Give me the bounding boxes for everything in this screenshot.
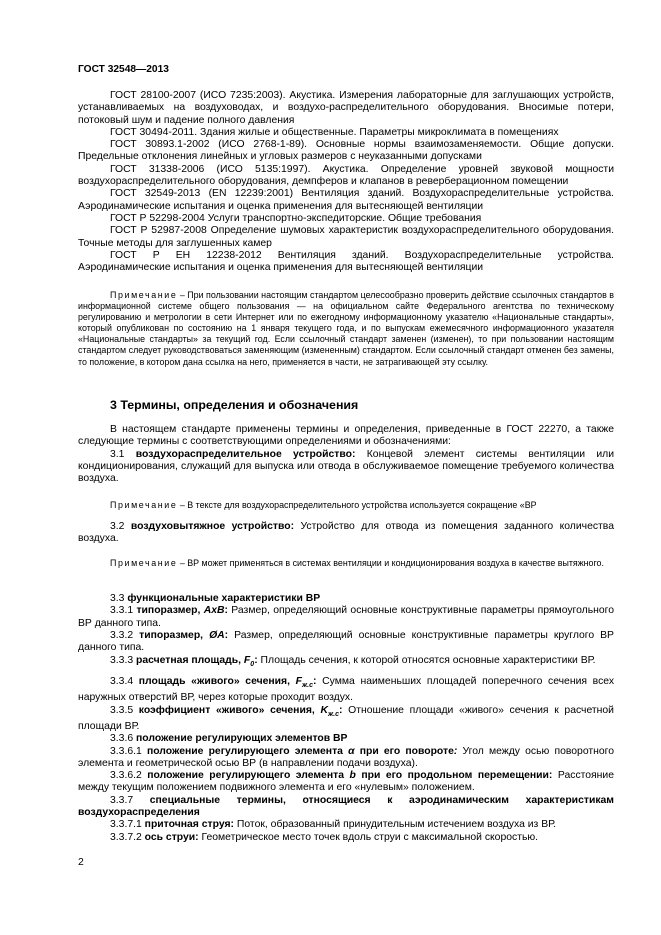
term-symbol: F bbox=[243, 655, 251, 667]
term-symbol: α bbox=[348, 745, 355, 757]
term-3-1: 3.1 воздухораспределительное устройство: Концевой элемент системы вентиляции или кондиционирования, служащий для выпуска или отвода в обслуживаемое помещение требуемого количества воздуха. bbox=[78, 448, 615, 485]
note-text: – В тексте для воздухораспределительного устройства используется сокращение «ВР bbox=[177, 500, 537, 510]
note-references bbox=[78, 290, 614, 368]
page-number: 2 bbox=[78, 857, 84, 868]
term-name: специальные термины, относящиеся к аэродинамическим характеристикам воздухораспределения bbox=[78, 794, 614, 818]
reference-item: ГОСТ 30494-2011. Здания жилые и общественные. Параметры микроклимата в помещениях bbox=[110, 126, 559, 138]
section-intro bbox=[78, 424, 614, 485]
note-text: – ВР может применяться в системах вентиляции и кондиционирования воздуха в качестве вытяжного. bbox=[177, 558, 604, 568]
term-symbol: K bbox=[320, 704, 328, 716]
term-3-3-6-2: 3.3.6.2 положение регулирующего элемента b при его продольном перемещении: Расстояние между текущим положением подвижного элемента и его «нулевым» положением. bbox=[78, 770, 615, 794]
term-name: ось струи: bbox=[144, 831, 199, 843]
term-name: воздуховытяжное устройство: bbox=[130, 521, 295, 532]
term-3-3-3: 3.3.3 расчетная площадь, $F_0$: Площадь сечения, к которой относятся основные характеристики ВР. bbox=[110, 655, 596, 669]
term-symbol: b bbox=[349, 770, 356, 782]
reference-item: ГОСТ 32549-2013 (EN 12239:2001) Вентиляция зданий. Воздухораспределительные устройства. Аэродинамические испытания и оценка применения для вытесняющей вентиляции bbox=[78, 188, 614, 212]
term-3-3-1: 3.3.1 типоразмер, AxB: Размер, определяющий основные конструктивные параметры прямоугольного ВР данного типа. bbox=[78, 605, 614, 629]
section-heading bbox=[78, 398, 614, 413]
term-definition: Концевой элемент системы вентиляции или кондиционирования, служащий для выпуска или отвода в обслуживаемое помещение требуемого количества воздуха. bbox=[78, 448, 615, 485]
term-definition: Устройство для отвода из помещения заданного количества воздуха. bbox=[78, 521, 614, 545]
term-name: функциональные характеристики ВР bbox=[127, 593, 321, 604]
note-label: Примечание bbox=[110, 500, 178, 510]
intro-paragraph: В настоящем стандарте применены термины и определения, приведенные в ГОСТ 22270, а также следующие термины с соответствующими определениями и обозначениями: bbox=[78, 424, 614, 448]
term-name: воздухораспределительное устройство: bbox=[135, 448, 356, 460]
term-3-3: 3.3 функциональные характеристики ВР bbox=[110, 593, 321, 604]
reference-item: ГОСТ 30893.1-2002 (ИСО 2768-1-89). Основные нормы взаимозаменяемости. Общие допуски. Предельные отклонения линейных и угловых размеров с неуказанными допусками bbox=[78, 139, 614, 163]
note-label: Примечание bbox=[110, 558, 178, 568]
note-exhaust bbox=[78, 558, 614, 569]
term-3-3-7-2: 3.3.7.2 ось струи: Геометрическое место точек вдоль струи с максимальной скоростью. bbox=[110, 831, 539, 843]
reference-item: ГОСТ Р 52987-2008 Определение шумовых характеристик воздухораспределительного оборудования. Точные методы для заглушенных камер bbox=[78, 225, 614, 249]
term-3-2: 3.2 воздуховытяжное устройство: Устройство для отвода из помещения заданного количества воздуха. bbox=[78, 521, 614, 545]
term-symbol: AxB bbox=[203, 605, 225, 617]
term-name: приточная струя: bbox=[144, 819, 235, 831]
reference-item: ГОСТ 28100-2007 (ИСО 7235:2003). Акустика. Измерения лабораторные для заглушающих устройств, устанавливаемых на воздуховодах, и воздухо-распределительного оборудования. Вносимые потери, потоковый шум и падение полного давления bbox=[78, 90, 614, 126]
term-3-3-6: 3.3.6 положение регулирующих элементов ВР bbox=[110, 733, 348, 745]
section-title: 3 Термины, определения и обозначения bbox=[110, 398, 359, 412]
reference-item: ГОСТ Р 52298-2004 Услуги транспортно-экспедиторские. Общие требования bbox=[110, 212, 482, 224]
term-3-3-4: 3.3.4 площадь «живого» сечения, $F_{ж.с}$: Сумма наименьших площадей поперечного сечения всех наружных отверстий ВР, через которые проходит воздух. bbox=[78, 675, 615, 704]
term-3-3-7-1: 3.3.7.1 приточная струя: Поток, образованный принудительным истечением воздуха из ВР. bbox=[110, 819, 556, 831]
term-symbol: F bbox=[295, 675, 303, 687]
note-abbreviation bbox=[78, 500, 614, 511]
term-3-2-block bbox=[78, 521, 614, 546]
reference-item: ГОСТ Р ЕН 12238-2012 Вентиляция зданий. Воздухораспределительные устройства. Аэродинамические испытания и оценка применения для вытесняющей вентиляции bbox=[78, 249, 614, 274]
note-label: Примечание bbox=[110, 290, 178, 300]
reference-item: ГОСТ 31338-2006 (ИСО 5135:1997). Акустика. Определение уровней звуковой мощности воздухораспределительного оборудования, демпферов и клапанов в реверберационном помещении bbox=[78, 163, 614, 188]
term-name: положение регулирующих элементов ВР bbox=[136, 733, 348, 745]
term-3-3-5: 3.3.5 коэффициент «живого» сечения, $K_{ж.с}$: Отношение площади «живого» сечения к расчетной площади ВР. bbox=[78, 704, 614, 732]
note-text: – При пользовании настоящим стандартом целесообразно проверить действие ссылочных стандартов в информационной системе общего пользования — на официальном сайте Федерального агентства по техническому регулированию и метрологии в сети Интернет или по ежегодному информационному указателю «Национальные стандарты», который опубликован по состоянию на 1 января текущего года, и по выпускам ежемесячного информационного указателя «Национальные стандарты» за текущий год. Если ссылочный стандарт заменен (изменен), то при пользовании настоящим стандартом следует руководствоваться заменяющим (измененным) стандартом. Если ссылочный стандарт отменен без замены, то положение, в котором дана ссылка на него, применяется в части, не затрагивающей эту ссылку. bbox=[78, 290, 614, 367]
document-header: ГОСТ 32548—2013 bbox=[78, 64, 169, 75]
term-3-3-2: 3.3.2 типоразмер, ØA: Размер, определяющий основные конструктивные параметры круглого ВР данного типа. bbox=[78, 629, 614, 654]
term-3-3-7: 3.3.7 специальные термины, относящиеся к аэродинамическим характеристикам воздухораспределения bbox=[78, 794, 614, 818]
terms-list bbox=[78, 593, 614, 844]
references-list bbox=[78, 90, 614, 274]
term-3-3-6-1: 3.3.6.1 положение регулирующего элемента α при его повороте: Угол между осью поворотного элемента и геометрической осью ВР (в направлении подачи воздуха). bbox=[78, 745, 614, 769]
term-symbol: ØA bbox=[209, 629, 225, 641]
